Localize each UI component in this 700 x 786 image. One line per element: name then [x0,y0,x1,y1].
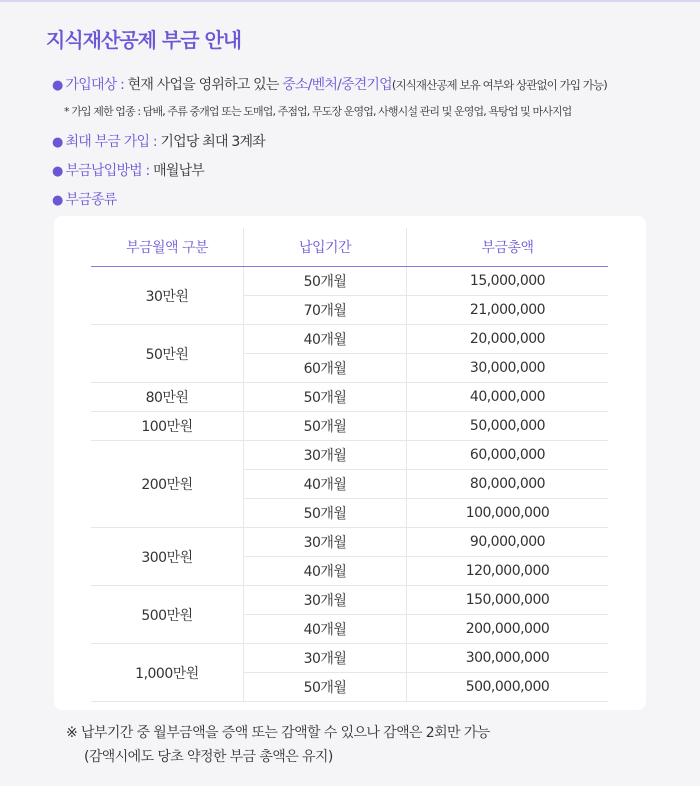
cell-total: 60,000,000 [407,441,609,470]
cell-total: 90,000,000 [407,528,609,557]
cell-monthly: 30만원 [91,267,244,325]
header-monthly: 부금월액 구분 [91,228,244,267]
max-subscription-line [52,131,265,151]
cell-monthly: 50만원 [91,325,244,383]
table-row [91,412,608,441]
restriction-note: * 가입 제한 업종 : 담배, 주류 중개업 또는 도매업, 주점업, 무도장 운영업, 사행시설 관리 및 운영업, 욕탕업 및 마사지업 [64,105,572,118]
cell-period: 50개월 [244,673,407,702]
cell-monthly: 200만원 [91,441,244,528]
cell-period: 40개월 [244,557,407,586]
cell-monthly: 300만원 [91,528,244,586]
cell-period: 30개월 [244,441,407,470]
cell-total: 15,000,000 [407,267,609,296]
cell-monthly: 100만원 [91,412,244,441]
cell-period: 50개월 [244,499,407,528]
note-line-2: (감액시에도 당초 약정한 부금 총액은 유지) [84,749,333,765]
bullet-icon: ● [52,193,63,208]
cell-total: 20,000,000 [407,325,609,354]
cell-period: 40개월 [244,615,407,644]
bullet-icon: ● [52,78,63,93]
cell-total: 30,000,000 [407,354,609,383]
cell-period: 60개월 [244,354,407,383]
cell-period: 50개월 [244,412,407,441]
table-row [91,325,608,354]
cell-total: 50,000,000 [407,412,609,441]
table-row [91,383,608,412]
cell-period: 50개월 [244,267,407,296]
header-total: 부금총액 [407,228,609,267]
fund-types-label: 부금종류 [65,192,117,208]
bullet-icon: ● [52,164,63,179]
eligibility-label: 가입대상 : [65,77,125,93]
cell-total: 40,000,000 [407,383,609,412]
fund-table-card [54,216,646,710]
cell-total: 150,000,000 [407,586,609,615]
table-row [91,644,608,673]
payment-method-line [52,160,204,180]
cell-period: 70개월 [244,296,407,325]
cell-period: 30개월 [244,528,407,557]
cell-period: 50개월 [244,383,407,412]
eligibility-note: (지식재산공제 보유 여부와 상관없이 가입 가능) [391,78,607,92]
max-subscription-text: 기업당 최대 3계좌 [160,134,265,150]
cell-period: 40개월 [244,325,407,354]
table-row [91,267,608,296]
cell-period: 30개월 [244,644,407,673]
cell-monthly: 1,000만원 [91,644,244,702]
cell-monthly: 80만원 [91,383,244,412]
header-period: 납입기간 [244,228,407,267]
cell-total: 80,000,000 [407,470,609,499]
cell-total: 100,000,000 [407,499,609,528]
cell-period: 30개월 [244,586,407,615]
cell-monthly: 500만원 [91,586,244,644]
table-header-row [91,228,608,267]
payment-method-label: 부금납입방법 : [65,163,150,179]
page-title: 지식재산공제 부금 안내 [46,28,242,52]
table-row [91,528,608,557]
note-line-1: ※ 납부기간 중 월부금액을 증액 또는 감액할 수 있으나 감액은 2회만 가능 [66,725,490,741]
eligibility-line [52,74,607,94]
payment-method-text: 매월납부 [153,163,205,179]
cell-total: 120,000,000 [407,557,609,586]
table-body [91,267,608,702]
cell-total: 500,000,000 [407,673,609,702]
cell-total: 200,000,000 [407,615,609,644]
bullet-icon: ● [52,135,63,150]
top-divider [0,0,700,2]
eligibility-highlight: 중소/벤처/중견기업 [282,77,392,93]
fund-types-line [52,189,116,209]
eligibility-text: 현재 사업을 영위하고 있는 [127,77,279,93]
max-subscription-label: 최대 부금 가입 : [65,134,157,150]
cell-total: 300,000,000 [407,644,609,673]
cell-period: 40개월 [244,470,407,499]
cell-total: 21,000,000 [407,296,609,325]
table-row [91,441,608,470]
table-row [91,586,608,615]
fund-table [91,228,608,702]
